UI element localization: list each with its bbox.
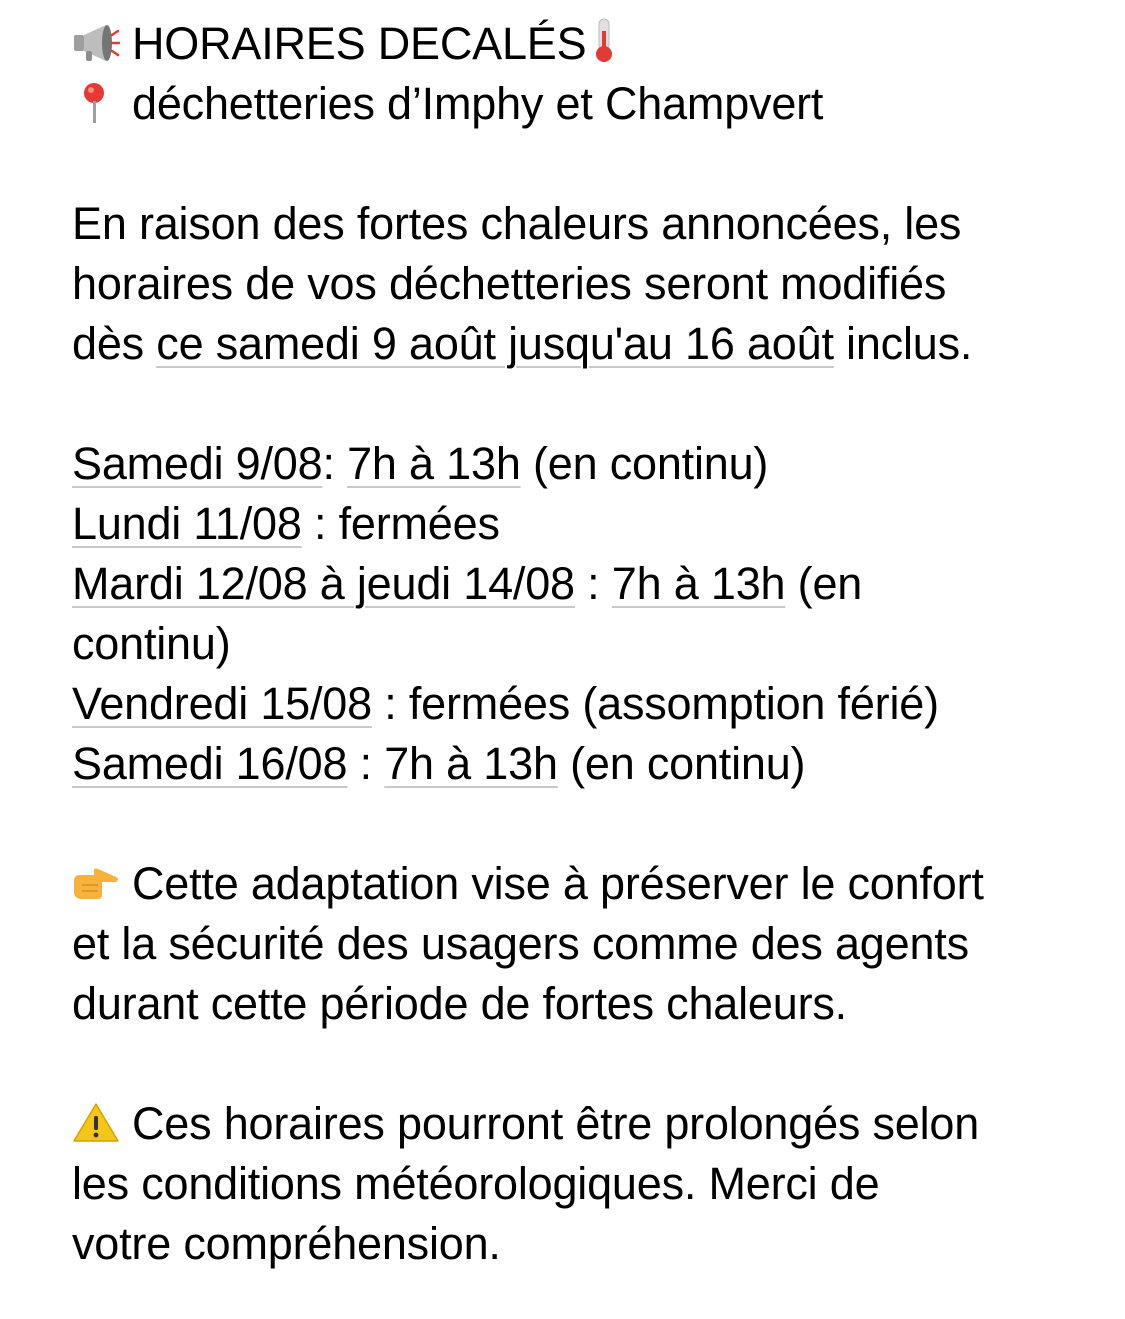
spacer bbox=[72, 1034, 1072, 1094]
intro-line-2: horaires de vos déchetteries seront modifiés bbox=[72, 258, 947, 309]
schedule-separator: : bbox=[574, 558, 612, 609]
thermometer-icon bbox=[590, 17, 618, 63]
schedule-note: (en continu) bbox=[557, 738, 806, 789]
schedule-row bbox=[72, 554, 1072, 614]
schedule-status: : fermées (assomption férié) bbox=[371, 678, 939, 729]
spacer bbox=[72, 134, 1072, 194]
schedule-day-link[interactable]: Mardi 12/08 à jeudi 14/08 bbox=[72, 558, 575, 609]
pointing-right-hand-icon bbox=[72, 861, 120, 905]
schedule-row bbox=[72, 434, 1072, 494]
schedule-day-link[interactable]: Lundi 11/08 bbox=[72, 498, 302, 549]
schedule-separator: : bbox=[347, 738, 385, 789]
post-title-line bbox=[72, 14, 1072, 74]
intro-line-1: En raison des fortes chaleurs annoncées, les bbox=[72, 198, 962, 249]
spacer bbox=[72, 794, 1072, 854]
adaptation-line-2: et la sécurité des usagers comme des agents bbox=[72, 918, 969, 969]
schedule-day-link[interactable]: Samedi 9/08 bbox=[72, 438, 323, 489]
schedule-hours-link[interactable]: 7h à 13h bbox=[384, 738, 558, 789]
schedule-note: (en bbox=[785, 558, 863, 609]
schedule-note: (en continu) bbox=[520, 438, 769, 489]
adaptation-line-3: durant cette période de fortes chaleurs. bbox=[72, 978, 847, 1029]
intro-line-3 bbox=[72, 314, 1072, 374]
warning-text-1: Ces horaires pourront être prolongés selon bbox=[132, 1098, 980, 1149]
adaptation-line-1 bbox=[72, 854, 1072, 914]
schedule-day-link[interactable]: Vendredi 15/08 bbox=[72, 678, 372, 729]
schedule-row-continued: continu) bbox=[72, 618, 231, 669]
megaphone-icon bbox=[72, 21, 120, 65]
date-range-link[interactable]: ce samedi 9 août jusqu'au 16 août bbox=[156, 318, 834, 369]
post-title: HORAIRES DECALÉS bbox=[132, 18, 587, 69]
warning-line-2: les conditions météorologiques. Merci de bbox=[72, 1158, 880, 1209]
spacer bbox=[72, 374, 1072, 434]
schedule-row bbox=[72, 734, 1072, 794]
intro-line-3-prefix: dès bbox=[72, 318, 157, 369]
schedule-row bbox=[72, 494, 1072, 554]
schedule-hours-link[interactable]: 7h à 13h bbox=[347, 438, 521, 489]
intro-line-3-suffix: inclus. bbox=[833, 318, 973, 369]
warning-sign-icon bbox=[72, 1101, 120, 1145]
location-text: déchetteries d’Imphy et Champvert bbox=[132, 78, 824, 129]
schedule-separator: : bbox=[322, 438, 348, 489]
warning-line-3: votre compréhension. bbox=[72, 1218, 501, 1269]
location-line bbox=[72, 74, 1072, 134]
round-pushpin-icon bbox=[72, 81, 120, 125]
schedule-day-link[interactable]: Samedi 16/08 bbox=[72, 738, 348, 789]
post-body bbox=[72, 14, 1072, 1274]
schedule-hours-link[interactable]: 7h à 13h bbox=[611, 558, 786, 609]
warning-line-1 bbox=[72, 1094, 1072, 1154]
schedule-row bbox=[72, 674, 1072, 734]
adaptation-text-1: Cette adaptation vise à préserver le confort bbox=[132, 858, 984, 909]
schedule-status: : fermées bbox=[301, 498, 500, 549]
